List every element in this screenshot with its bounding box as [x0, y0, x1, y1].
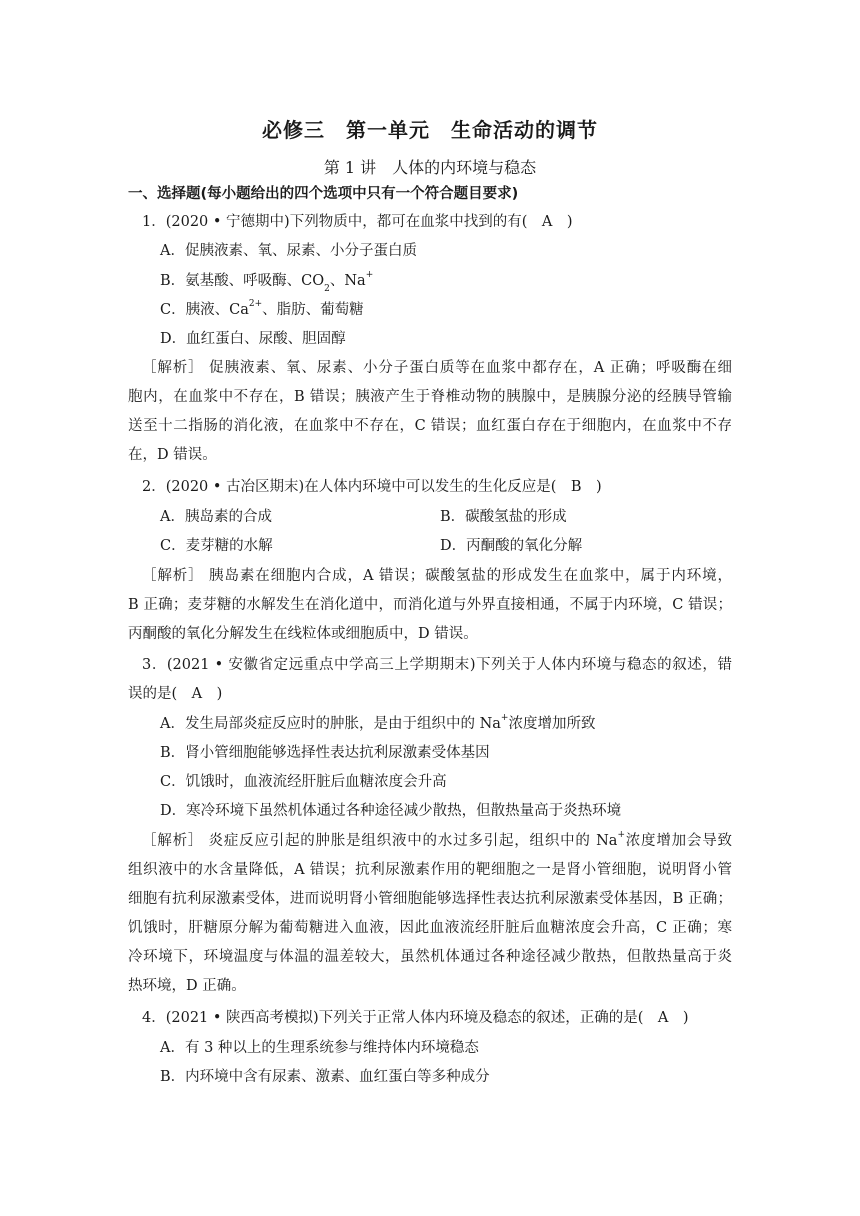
question-1-explanation-line: 在，D 错误。 [128, 447, 217, 463]
section-heading: 一、选择题(每小题给出的四个选项中只有一个符合题目要求) [128, 186, 519, 202]
question-3-explanation-line: ［解析］ 炎症反应引起的肿胀是组织液中的水过多引起，组织中的 Na+浓度增加会导致 [142, 830, 732, 849]
question-3-option-c: C．饥饿时，血液流经肝脏后血糖浓度会升高 [160, 774, 447, 790]
question-1-option-c: C．胰液、$Ca^{2+}$、脂肪、葡萄糖 [160, 299, 364, 318]
page-title: 必修三 第一单元 生命活动的调节 [262, 118, 598, 142]
question-4-option-b: B．内环境中含有尿素、激素、血红蛋白等多种成分 [160, 1069, 490, 1085]
question-2-option-b: B．碳酸氢盐的形成 [440, 509, 567, 525]
question-3-option-b: B．肾小管细胞能够选择性表达抗利尿激素受体基因 [160, 745, 490, 761]
question-3-stem-continued: 误的是( A ) [128, 686, 223, 702]
question-1-option-d: D．血红蛋白、尿酸、胆固醇 [160, 331, 346, 347]
question-2-option-d: D．丙酮酸的氧化分解 [440, 538, 583, 554]
question-1-option-a: A．促胰液素、氧、尿素、小分子蛋白质 [160, 243, 417, 259]
question-3-explanation-line: 冷环境下，环境温度与体温的温差较大，虽然机体通过各种途径减少散热，但散热量高于炎 [128, 949, 732, 965]
question-1-explanation-line: ［解析］ 促胰液素、氧、尿素、小分子蛋白质等在血浆中都存在，A 正确；呼吸酶在细 [142, 360, 732, 376]
question-3-explanation-line: 组织液中的水含量降低，A 错误；抗利尿激素作用的靶细胞之一是肾小管细胞，说明肾小管 [128, 862, 732, 878]
question-2-stem: 2．(2020 • 古冶区期末)在人体内环境中可以发生的生化反应是( B ) [142, 479, 602, 495]
question-1-explanation-line: 送至十二指肠的消化液，在血浆中不存在，C 错误；血红蛋白存在于细胞内，在血浆中不存 [128, 418, 732, 434]
question-3-option-a: A．发生局部炎症反应时的肿胀，是由于组织中的 Na+浓度增加所致 [160, 713, 596, 732]
question-1-option-b: B．氨基酸、呼吸酶、$CO_2$、Na+ [160, 270, 374, 294]
question-3-stem: 3．(2021 • 安徽省定远重点中学高三上学期期末)下列关于人体内环境与稳态的叙述，错 [142, 657, 732, 673]
question-2-option-a: A．胰岛素的合成 [160, 509, 272, 525]
question-3-explanation-line: 饥饿时，肝糖原分解为葡萄糖进入血液，因此血液流经肝脏后血糖浓度会升高，C 正确；寒 [128, 920, 732, 936]
question-4-stem: 4．(2021 • 陕西高考模拟)下列关于正常人体内环境及稳态的叙述，正确的是( A ) [142, 1010, 689, 1026]
question-3-explanation-line: 细胞有抗利尿激素受体，进而说明肾小管细胞能够选择性表达抗利尿激素受体基因，B 正确； [128, 891, 732, 907]
question-2-option-c: C．麦芽糖的水解 [160, 538, 273, 554]
question-1-explanation-line: 胞内，在血浆中不存在，B 错误；胰液产生于脊椎动物的胰腺中，是胰腺分泌的经胰导管输 [128, 389, 732, 405]
question-2-explanation-line: ［解析］ 胰岛素在细胞内合成，A 错误；碳酸氢盐的形成发生在血浆中，属于内环境， [142, 568, 732, 584]
question-1-stem: 1．(2020 • 宁德期中)下列物质中，都可在血浆中找到的有( A ) [142, 214, 573, 230]
question-3-explanation-line: 热环境，D 正确。 [128, 978, 246, 994]
question-2-explanation-line: B 正确；麦芽糖的水解发生在消化道中，而消化道与外界直接相通，不属于内环境，C 错误； [128, 597, 732, 613]
question-4-option-a: A．有 3 种以上的生理系统参与维持体内环境稳态 [160, 1040, 479, 1056]
lesson-subtitle: 第 1 讲 人体的内环境与稳态 [323, 158, 537, 177]
question-3-option-d: D．寒冷环境下虽然机体通过各种途径减少散热，但散热量高于炎热环境 [160, 803, 622, 819]
question-2-explanation-line: 丙酮酸的氧化分解发生在线粒体或细胞质中，D 错误。 [128, 626, 478, 642]
